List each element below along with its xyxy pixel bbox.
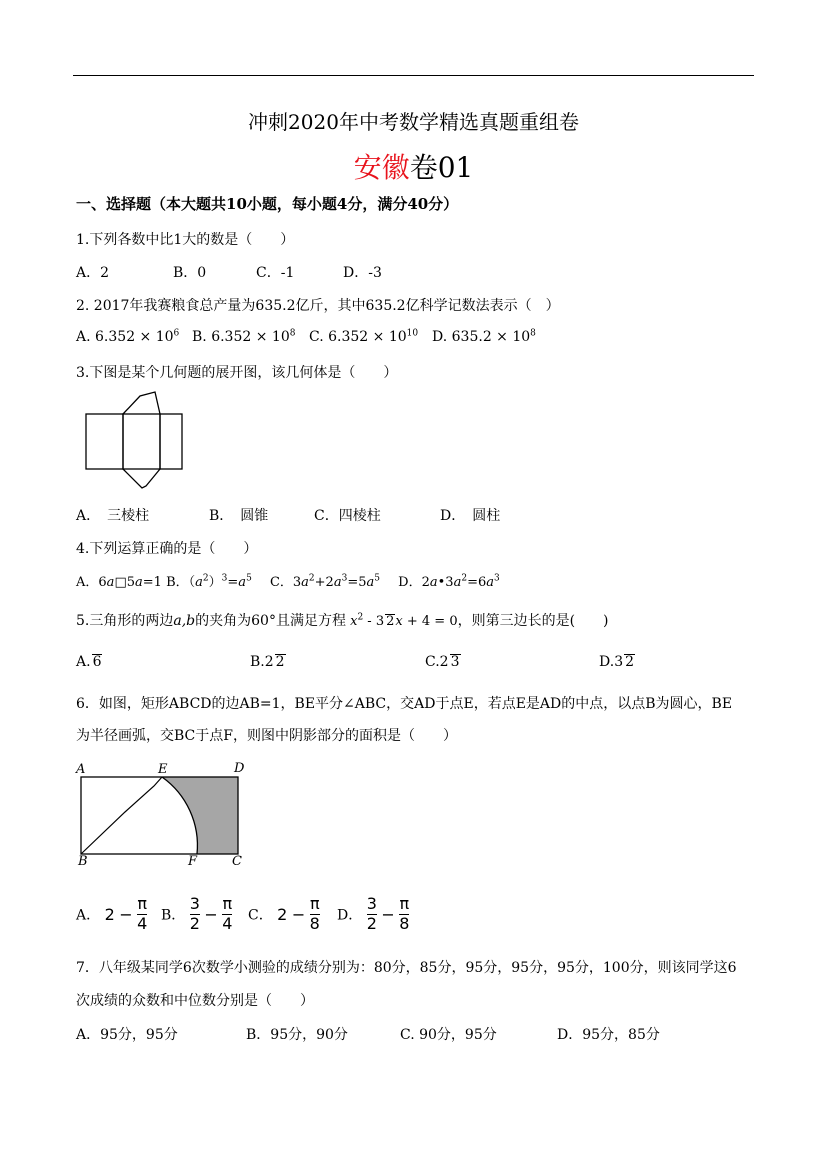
q3-option-a: A． 三棱柱 xyxy=(76,508,150,524)
question-3-stem: 3.下图是某个几何题的展开图，该几何体是（ ） xyxy=(76,365,398,381)
label-b: B xyxy=(78,854,88,869)
net-top-triangle xyxy=(123,392,160,414)
q2-option-c: C. $6.352 \times 10^{10}$ xyxy=(309,328,419,345)
question-6-line-2: 为半径画弧，交BC于点F，则图中阴影部分的面积是（ ） xyxy=(76,728,457,744)
q1-option-c: C．-1 xyxy=(256,265,295,281)
q5-equation: $x^2 - 3$ 2x + 4 = 0 xyxy=(350,612,458,629)
q7-option-a: A．95分，95分 xyxy=(76,1027,178,1043)
net-bottom-triangle xyxy=(123,469,160,488)
q6-option-a: A． 2 − $\frac{\pi}{4}$ xyxy=(76,894,148,933)
q7-option-d: D．95分，85分 xyxy=(557,1027,660,1043)
q7-option-c: C. 90分，95分 xyxy=(400,1027,497,1043)
q4-option-c: C．$3a^2+2a^3=5a^5$ xyxy=(269,573,380,590)
q3-option-d: D． 圆柱 xyxy=(440,508,501,524)
q1-option-a: A．2 xyxy=(76,265,110,281)
q3-option-c: C．四棱柱 xyxy=(314,508,381,524)
q2-option-d: D. $635.2 \times 10^8$ xyxy=(432,328,536,345)
label-a: A xyxy=(76,762,86,777)
question-1-stem: 1.下列各数中比1大的数是（ ） xyxy=(76,232,295,248)
label-f: F xyxy=(188,854,198,869)
net-face-middle xyxy=(123,414,160,469)
q6-option-d: D． $\frac{3}{2}$ − $\frac{\pi}{8}$ xyxy=(337,894,410,933)
q6-option-c: C． 2 − $\frac{\pi}{8}$ xyxy=(248,894,320,933)
q4-option-a: A．6a□5a=1 xyxy=(76,575,162,590)
shaded-region xyxy=(162,777,238,854)
q5-option-b: B.2 2 xyxy=(250,654,285,670)
q3-option-b: B． 圆锥 xyxy=(209,508,269,524)
q4-option-b: B．$(a^2)^3=a^5$ xyxy=(166,573,252,590)
label-c: C xyxy=(232,854,242,869)
net-face-right xyxy=(160,414,182,469)
q7-option-b: B．95分，90分 xyxy=(246,1027,348,1043)
q4-option-d: D．$2a•3a^2=6a^3$ xyxy=(398,573,500,590)
q5-option-d: D.3 2 xyxy=(599,654,635,670)
subtitle-province: 安徽 xyxy=(353,151,410,184)
q6-option-b: B． $\frac{3}{2}$ − $\frac{\pi}{4}$ xyxy=(161,894,233,933)
question-2-stem: 2. 2017年我赛粮食总产量为635.2亿斤，其中635.2亿科学记数法表示（ ） xyxy=(76,298,560,314)
q4-options xyxy=(76,571,500,590)
q1-option-d: D．-3 xyxy=(343,265,382,281)
page-subtitle xyxy=(0,146,827,186)
question-7-line-1: 7．八年级某同学6次数学小测验的成绩分别为：80分，85分，95分，95分，95分，100分，则该同学这6 xyxy=(76,960,737,976)
rectangle-figure xyxy=(70,760,260,872)
label-e: E xyxy=(158,762,168,777)
prism-net-figure xyxy=(80,390,190,494)
q2-option-a: A. $6.352 \times 10^6$ xyxy=(76,328,180,345)
section-heading: 一、选择题（本大题共10小题，每小题4分，满分40分） xyxy=(76,195,459,213)
question-4-stem: 4.下列运算正确的是（ ） xyxy=(76,541,258,557)
q2-option-b: B. $6.352 \times 10^8$ xyxy=(192,328,296,345)
label-d: D xyxy=(234,761,245,776)
question-7-line-2: 次成绩的众数和中位数分别是（ ） xyxy=(76,993,314,1009)
subtitle-rest: 卷01 xyxy=(409,151,474,184)
q5-option-a: A. 6 xyxy=(76,654,102,670)
question-6-line-1: 6．如图，矩形ABCD的边AB=1，BE平分∠ABC，交AD于点E，若点E是AD的中点，以点B为圆心，BE xyxy=(76,696,733,712)
q5-option-c: C.2 3 xyxy=(425,654,460,670)
net-face-left xyxy=(86,414,123,469)
q1-option-b: B．0 xyxy=(173,265,207,281)
header-rule xyxy=(73,75,754,76)
page-title: 冲刺2020年中考数学精选真题重组卷 xyxy=(248,110,579,134)
segment-be xyxy=(81,777,162,854)
question-5-stem: 5.三角形的两边a,b的夹角为60°且满足方程 $x^2 - 3$ 2x + 4 = 0，则第三边长的是( ) xyxy=(76,612,609,629)
